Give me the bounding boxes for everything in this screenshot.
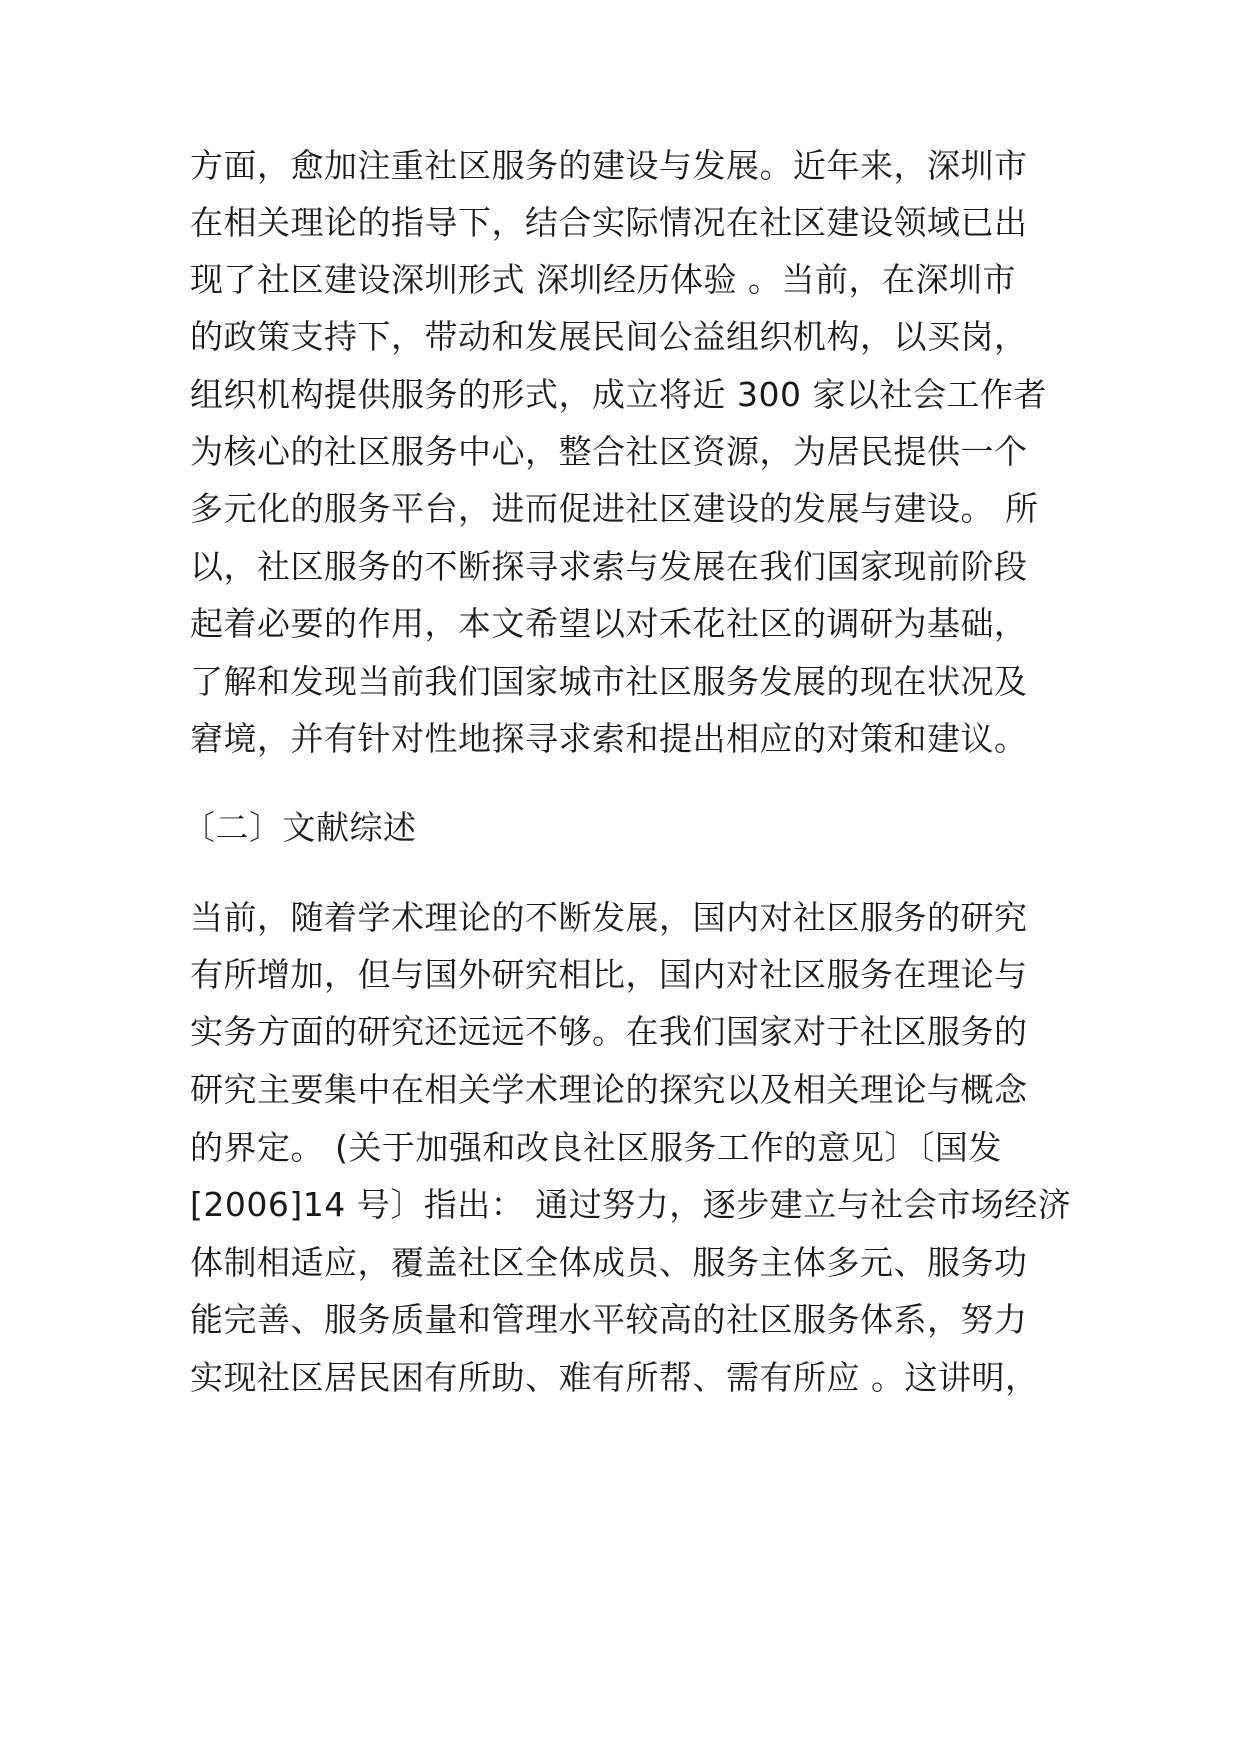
paragraph-2-line-8: 能完善、服务质量和管理水平较高的社区服务体系，努力 xyxy=(190,1300,1028,1339)
paragraph-2-line-9: 实现社区居民困有所助、难有所帮、需有所应 。这讲明， xyxy=(190,1358,1039,1397)
paragraph-1-line-11: 窘境，并有针对性地探寻求索和提出相应的对策和建议。 xyxy=(190,719,1028,758)
paragraph-2-line-3: 实务方面的研究还远远不够。在我们国家对于社区服务的 xyxy=(190,1012,1028,1051)
paragraph-1-line-4: 的政策支持下，带动和发展民间公益组织机构，以买岗， xyxy=(190,317,1028,356)
paragraph-2-line-1: 当前，随着学术理论的不断发展，国内对社区服务的研究 xyxy=(190,898,1028,937)
paragraph-2-line-7: 体制相适应，覆盖社区全体成员、服务主体多元、服务功 xyxy=(190,1243,1028,1282)
paragraph-1-line-7: 多元化的服务平台，进而促进社区建设的发展与建设。 所 xyxy=(190,489,1039,528)
paragraph-2-line-5: 的界定。 (关于加强和改良社区服务工作的意见〕〔国发 xyxy=(190,1128,1002,1167)
paragraph-1-line-3: 现了社区建设深圳形式 深圳经历体验 。当前，在深圳市 xyxy=(190,260,1016,299)
paragraph-1-line-10: 了解和发现当前我们国家城市社区服务发展的现在状况及 xyxy=(190,662,1028,701)
paragraph-2-line-2: 有所增加，但与国外研究相比，国内对社区服务在理论与 xyxy=(190,955,1028,994)
paragraph-1-line-6: 为核心的社区服务中心，整合社区资源，为居民提供一个 xyxy=(190,432,1028,471)
paragraph-1-line-9: 起着必要的作用，本文希望以对禾花社区的调研为基础， xyxy=(190,604,1028,643)
paragraph-1-line-5: 组织机构提供服务的形式，成立将近 300 家以社会工作者 xyxy=(190,375,1047,414)
paragraph-1-line-8: 以，社区服务的不断探寻求索与发展在我们国家现前阶段 xyxy=(190,547,1028,586)
paragraph-1-line-2: 在相关理论的指导下，结合实际情况在社区建设领域已出 xyxy=(190,203,1028,242)
paragraph-1-line-1: 方面，愈加注重社区服务的建设与发展。近年来，深圳市 xyxy=(190,146,1028,185)
paragraph-2-line-6: [2006]14 号〕指出： 通过努力，逐步建立与社会市场经济 xyxy=(190,1185,1072,1224)
paragraph-2-line-4: 研究主要集中在相关学术理论的探究以及相关理论与概念 xyxy=(190,1070,1028,1109)
section-heading: 〔二〕文献综述 xyxy=(182,808,417,847)
